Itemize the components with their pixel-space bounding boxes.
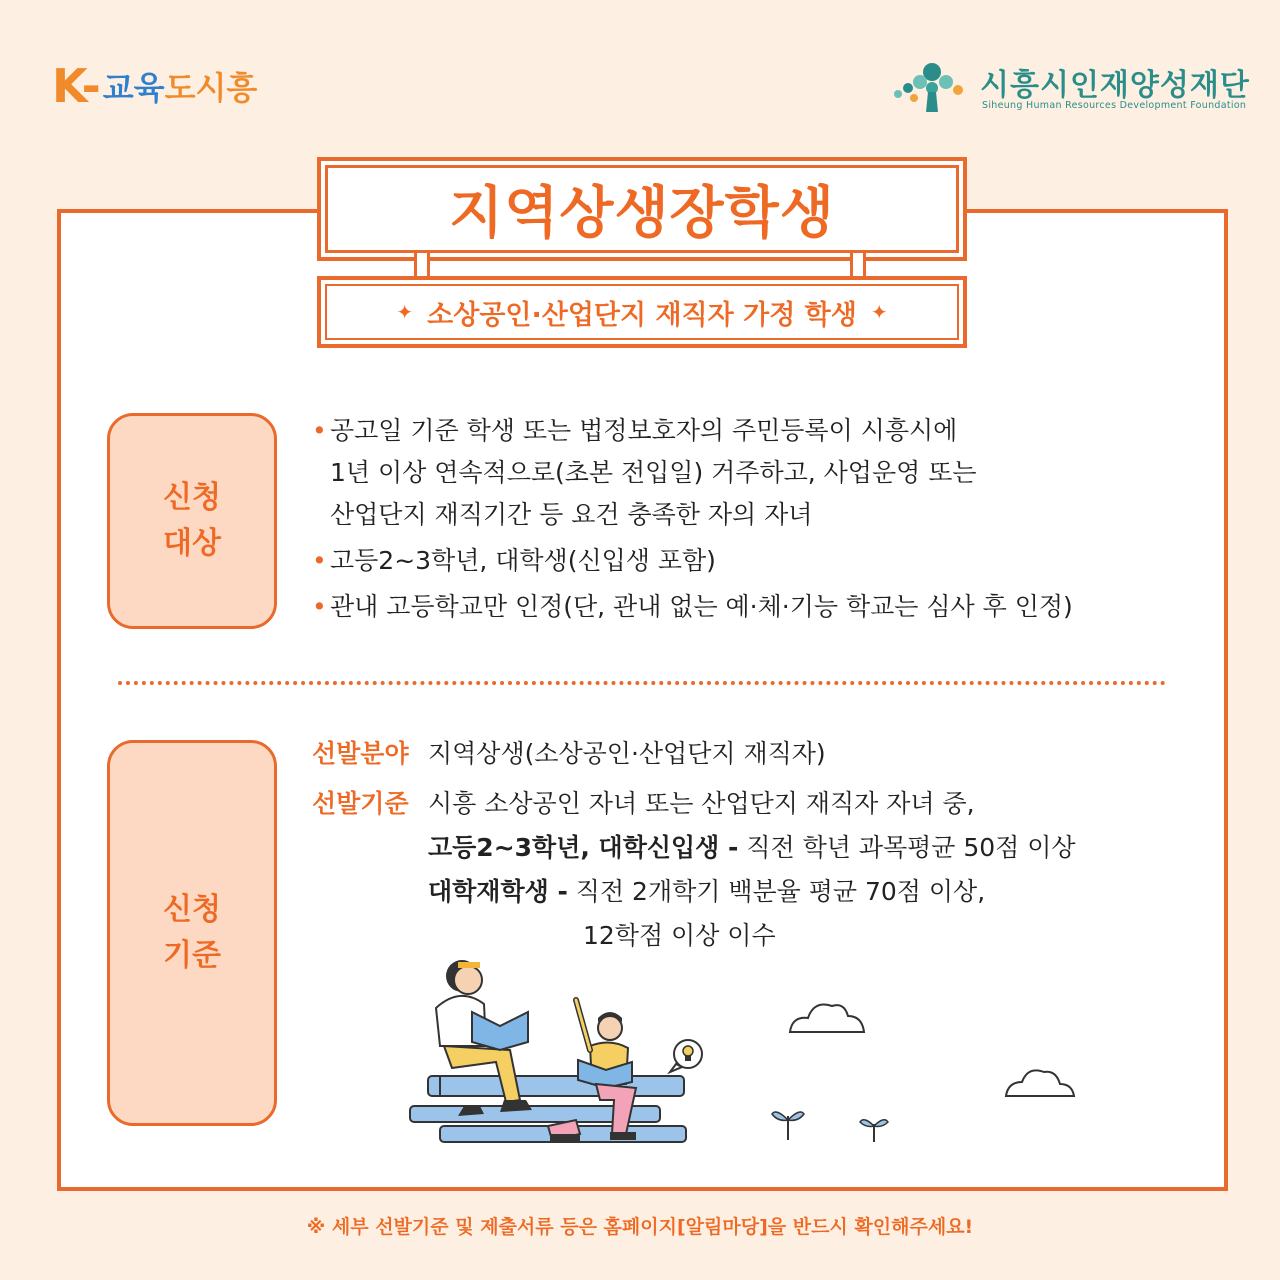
criteria-label-line1: 신청 — [163, 892, 221, 927]
subtitle: 소상공인·산업단지 재직자 가정 학생 — [427, 299, 857, 331]
criteria-block — [312, 732, 1192, 958]
k-education-logo — [52, 58, 257, 114]
diamond-icon: ✦ — [870, 300, 888, 324]
diamond-icon: ✦ — [396, 300, 414, 324]
title-connector-right — [850, 253, 866, 277]
siheung-foundation-logo — [890, 58, 1250, 118]
target-label-line2: 대상 — [163, 526, 221, 561]
field-row — [312, 732, 1192, 776]
footer-notice: ※ 세부 선발기준 및 제출서류 등은 홈페이지[알림마당]을 반드시 확인해주세요! — [306, 1216, 974, 1238]
list-item: • 공고일 기준 학생 또는 법정보호자의 주민등록이 시흥시에 1년 이상 연속적으로(초본 전입일) 거주하고, 사업운영 또는 산업단지 재직기간 등 요건 충족한 자의 자녀 — [312, 410, 1192, 536]
standard-row — [312, 782, 1192, 958]
criteria-label-line2: 기준 — [163, 938, 221, 973]
standard-value: 시흥 소상공인 자녀 또는 산업단지 재직자 자녀 중, 고등2~3학년, 대학신입생 - 직전 학년 과목평균 50점 이상 대학재학생 - 직전 2개학기 백분율 평균 70점 이상, 12학점 이상 이수 — [428, 789, 1076, 950]
subtitle-box — [317, 276, 967, 348]
foundation-name: 시흥시인재양성재단 — [980, 68, 1250, 103]
target-label — [107, 413, 277, 629]
reading-illustration — [400, 950, 1120, 1150]
standard-label: 선발기준 — [312, 789, 409, 818]
cloud-icon — [790, 1005, 864, 1033]
sprout-icon — [772, 1112, 804, 1140]
foundation-english-name: Siheung Human Resources Development Foundation — [982, 100, 1247, 111]
k-logo-text-b: 도시흥 — [164, 69, 258, 107]
k-logo-mark: K- — [52, 59, 99, 113]
page-title: 지역상생장학생 — [449, 181, 835, 246]
lightbulb-icon — [670, 1040, 702, 1072]
tree-logo-icon — [890, 58, 976, 118]
bench — [410, 1076, 686, 1142]
list-item: • 고등2~3학년, 대학생(신입생 포함) — [312, 540, 1192, 582]
dotted-divider — [118, 681, 1166, 685]
field-value: 지역상생(소상공인·산업단지 재직자) — [428, 739, 826, 768]
target-bullet-list — [312, 410, 1192, 632]
list-item: • 관내 고등학교만 인정(단, 관내 없는 예·체·기능 학교는 심사 후 인정) — [312, 586, 1192, 628]
criteria-label — [107, 740, 277, 1126]
cloud-icon — [1006, 1070, 1074, 1096]
title-box — [317, 157, 967, 261]
title-connector-left — [414, 253, 430, 277]
sprout-icon — [860, 1120, 888, 1142]
field-label: 선발분야 — [312, 739, 409, 768]
k-logo-text-a: 교육 — [102, 69, 165, 107]
target-label-line1: 신청 — [163, 480, 221, 515]
